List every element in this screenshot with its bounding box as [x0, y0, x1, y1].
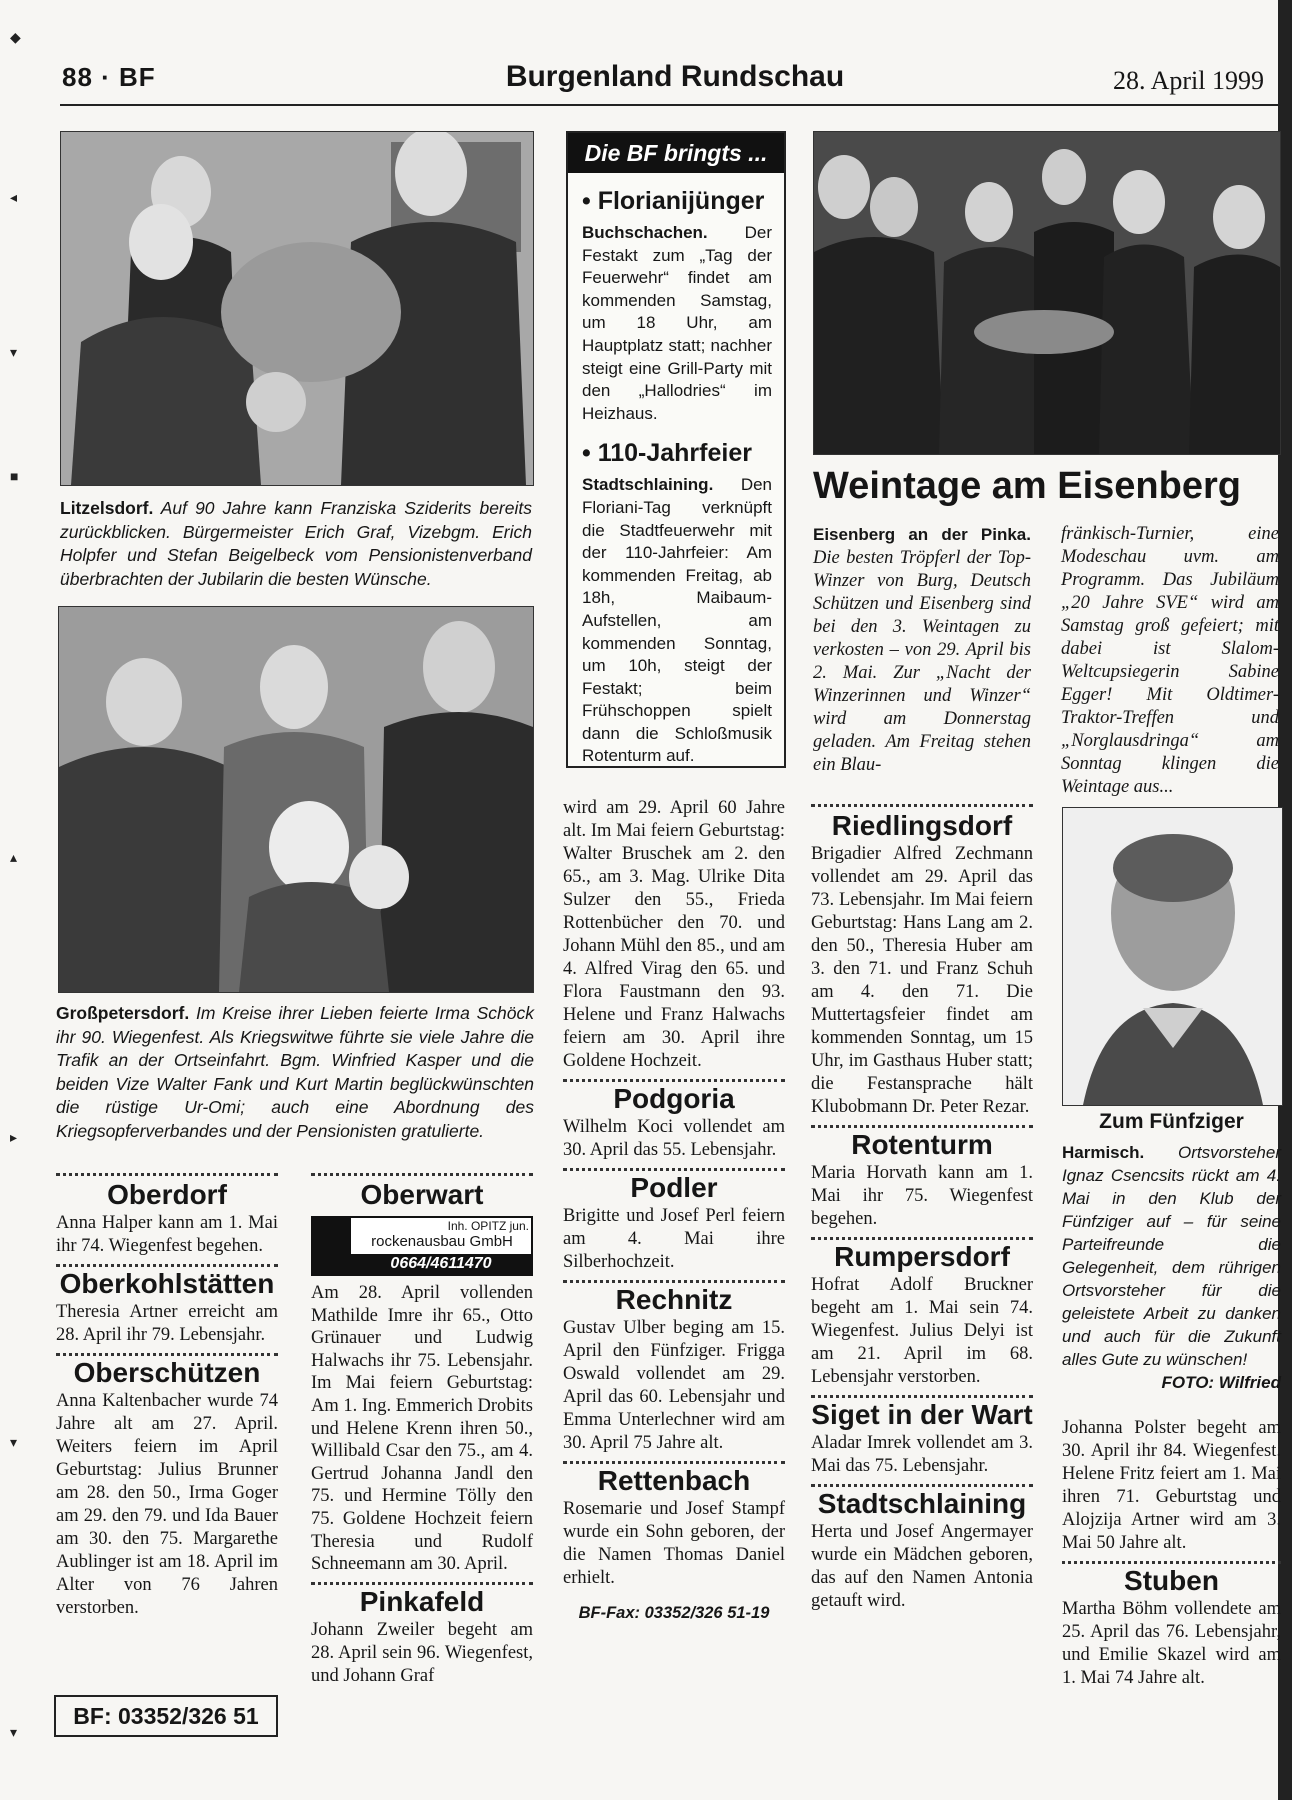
- caption-place: Großpetersdorf.: [56, 1003, 190, 1023]
- margin-mark: ▾: [10, 346, 18, 361]
- margin-mark: ◆: [10, 31, 21, 46]
- photo-figures: [814, 132, 1280, 454]
- box-item-title: • 110-Jahrfeier: [582, 439, 752, 468]
- fax-number: BF-Fax: 03352/326 51-19: [578, 1604, 770, 1622]
- column-5-lower: [1062, 1417, 1281, 1690]
- section-title-rumpersdorf: Rumpersdorf: [834, 1241, 1010, 1272]
- article-riedlingsdorf: Brigadier Alfred Zechmann vollendet am 29. April das 73. Lebensjahr. Im Mai feiern Geburtstag: Hans Lang am 2. den 50., Theresia Huber am 3. den 71. und Franz Schuh am 4. den 71. Die Muttertagsfeier findet am kommenden Sonntag, um 15 Uhr, im Gasthaus Huber statt; die Festansprache hält Klubobmann Dr. Peter Rezar.: [811, 844, 1033, 1117]
- section-title-stuben: Stuben: [1124, 1565, 1219, 1596]
- bf-bringts-box: [566, 131, 786, 768]
- box-item-title: • Florianijünger: [582, 187, 765, 215]
- article-podgoria: Wilhelm Koci vollendet am 30. April das 55. Lebensjahr.: [563, 1117, 785, 1160]
- article-rumpersdorf: Hofrat Adolf Bruckner begeht am 1. Mai sein 74. Wiegenfest. Julius Delyi ist am 21. April im 68. Lebensjahr verstorben.: [811, 1275, 1033, 1387]
- margin-mark: ▾: [10, 1726, 18, 1741]
- ad-logo: [313, 1218, 351, 1274]
- weintage-col-b: [1061, 523, 1279, 799]
- divider: [811, 804, 1033, 807]
- article-podler: Brigitte und Josef Perl feiern am 4. Mai ihre Silberhochzeit.: [563, 1206, 785, 1272]
- box-item-body: Den Floriani-Tag verknüpft die Stadtfeuerwehr mit der 110-Jahrfeier: Am kommenden Freitag, ab 18h, Maibaum-Aufstellen, am kommenden Sonntag, um 10h, steigt der Festakt; beim Frühschoppen spielt dann die Schloßmusik Rotenturm auf.: [582, 475, 772, 766]
- box-item-body: Der Festakt zum „Tag der Feuerwehr“ findet am kommenden Samstag, um 18 Uhr, am Hauptplatz statt; nachher steigt eine Grill-Party mit den „Hallodries“ im Heizhaus.: [582, 223, 772, 423]
- article-oberkohlstaetten: Theresia Artner erreicht am 28. April ihr 79. Lebensjahr.: [56, 1302, 278, 1345]
- photo-title-fuenfziger: Zum Fünfziger: [1099, 1110, 1244, 1133]
- section-title-oberkohlstaetten: Oberkohlstätten: [59, 1268, 275, 1299]
- section-title-siget: Siget in der Wart: [811, 1399, 1033, 1430]
- article-pinkafeld: Johann Zweiler begeht am 28. April sein 96. Wiegenfest, und Johann Graf: [311, 1619, 533, 1686]
- box-item-text: [568, 222, 784, 425]
- ad-company: rockenausbau GmbH: [371, 1233, 513, 1250]
- caption-grosspetersdorf: [56, 1002, 534, 1143]
- margin-mark: ■: [10, 470, 19, 485]
- photo-weintage: [813, 131, 1281, 455]
- column-2-lower: [311, 1173, 533, 1688]
- caption-harmisch: [1062, 1141, 1281, 1394]
- caption-litzelsdorf: [60, 497, 532, 591]
- column-1-lower: [56, 1173, 278, 1620]
- caption-text: Ortsvorsteher Ignaz Csencsits rückt am 4. Mai in den Klub der Fünfziger auf – für seine Parteifreunde die Gelegenheit, dem rührigen Ortsvorsteher für die geleistete Arbeit zu danken und auch für die Zukunft alles Gute zu wünschen!: [1062, 1143, 1281, 1369]
- portrait-figure: [1063, 808, 1282, 1105]
- margin-mark: ▾: [10, 1436, 18, 1451]
- box-item-place: Stadtschlaining.: [582, 475, 714, 495]
- photo-credit: FOTO: Wilfried: [1161, 1373, 1281, 1392]
- issue-date: 28. April 1999: [1113, 66, 1264, 95]
- caption-place: Litzelsdorf.: [60, 498, 154, 518]
- column-3-lower: [563, 797, 785, 1623]
- photo-litzelsdorf: [60, 131, 534, 486]
- photo-figures: [61, 132, 533, 485]
- header-rule: [60, 104, 1280, 106]
- headline-weintage: Weintage am Eisenberg: [813, 465, 1241, 507]
- phone-box: BF: 03352/326 51: [54, 1695, 278, 1737]
- section-title-stadtschlaining: Stadtschlaining: [817, 1488, 1027, 1519]
- article-oberdorf: Anna Halper kann am 1. Mai ihr 74. Wiegenfest begehen.: [56, 1213, 278, 1256]
- section-title-podler: Podler: [630, 1172, 718, 1203]
- divider: [311, 1173, 533, 1176]
- weintage-place: Eisenberg an der Pinka.: [813, 525, 1031, 544]
- article-oberwart: Am 28. April vollenden Mathilde Imre ihr 65., Otto Grünauer und Ludwig Halwachs ihr 75. Lebensjahr. Im Mai feiern Geburtstag: Am 1. Ing. Emmerich Drobits und Helene Krenn ihren 50., Willibald Csar den 75., am 4. Gertrud Johanna Jandl den 75. und Hermine Tölly den 75. Goldene Hochzeit feiern Theresia und Rudolf Schneemann am 30. April.: [311, 1283, 533, 1575]
- caption-text: Auf 90 Jahre kann Franziska Sziderits bereits zurückblicken. Bürgermeister Erich Graf, Vizebgm. Erich Holpfer und Stefan Beigelbeck vom Pensionistenverband überbrachten der Jubilarin die besten Wünsche.: [60, 498, 532, 589]
- section-title-oberwart: Oberwart: [360, 1179, 484, 1210]
- photo-grosspetersdorf: [58, 606, 534, 993]
- section-title-podgoria: Podgoria: [613, 1083, 735, 1114]
- section-title-oberschuetzen: Oberschützen: [73, 1357, 261, 1388]
- weintage-col-a: [813, 523, 1031, 777]
- photo-figures: [59, 607, 533, 992]
- article-stadtschlaining: Herta und Josef Angermayer wurde ein Mädchen geboren, das auf den Namen Antonia getauft wird.: [811, 1522, 1033, 1611]
- section-title-riedlingsdorf: Riedlingsdorf: [831, 810, 1013, 841]
- section-title-rotenturm: Rotenturm: [851, 1129, 993, 1160]
- ad-phone: 0664/4611470: [351, 1254, 531, 1274]
- column-4-lower: [811, 804, 1033, 1613]
- weintage-article-a: [813, 523, 1031, 777]
- article-harmisch-birthdays: Johanna Polster begeht am 30. April ihr 84. Wiegenfest. Helene Fritz feiert am 1. Mai ihren 71. Geburtstag und Alojzija Artner wird am 3. Mai 50 Jahre alt.: [1062, 1418, 1281, 1553]
- box-header: Die BF bringts ...: [568, 133, 784, 173]
- photo-portrait-csencsits: [1062, 807, 1283, 1106]
- section-title-rettenbach: Rettenbach: [597, 1465, 751, 1496]
- page-number: 88 · BF: [62, 62, 156, 92]
- ad-box: [311, 1216, 533, 1276]
- ad-owner: Inh. OPITZ jun.: [447, 1219, 529, 1233]
- caption-text: Im Kreise ihrer Lieben feierte Irma Schöck ihr 90. Wiegenfest. Als Kriegswitwe führte sie viele Jahre die Trafik an der Ortseinfahrt. Bgm. Winfried Kasper und die beiden Vize Walter Fank und Kurt Martin beglückwünschten die rüstige Ur-Omi; auch eine Abordnung des Kriegsopferverbandes und der Pensionisten gratulierte.: [56, 1003, 534, 1141]
- box-item-text: [568, 474, 784, 768]
- divider: [56, 1173, 278, 1176]
- margin-mark: ▴: [10, 851, 18, 866]
- article-rechnitz: Gustav Ulber beging am 15. April den Fünfziger. Frigga Oswald vollendet am 29. April das 60. Lebensjahr und Emma Unterlechner wird am 30. April 75 Jahre alt.: [563, 1318, 785, 1453]
- margin-mark: ◂: [10, 191, 18, 206]
- article-rettenbach: Rosemarie und Josef Stampf wurde ein Sohn geboren, der die Namen Thomas Daniel erhielt.: [563, 1499, 785, 1588]
- section-title-rechnitz: Rechnitz: [615, 1284, 733, 1315]
- margin-mark: ▸: [10, 1131, 18, 1146]
- weintage-text: Die besten Tröpferl der Top-Winzer von Burg, Deutsch Schützen und Eisenberg sind bei den 3. Weintagen zu verkosten – von 29. April bis 2. Mai. Zur „Nacht der Winzerinnen und Winzer“ wird am Donnerstag geladen. Am Freitag stehen ein Blau-: [813, 548, 1031, 775]
- weintage-article-b: fränkisch-Turnier, eine Modeschau uvm. am Programm. Das Jubiläum „20 Jahre SVE“ wird am Samstag groß gefeiert; mit dabei ist Slalom-Weltcupsiegerin Sabine Egger! Mit Oldtimer-Traktor-Treffen und „Norglausdringa“ am Sonntag klingen die Weintage aus...: [1061, 524, 1279, 797]
- article-rotenturm: Maria Horvath kann am 1. Mai ihr 75. Wiegenfest begehen.: [811, 1163, 1033, 1229]
- box-item-place: Buchschachen.: [582, 223, 708, 242]
- section-title-pinkafeld: Pinkafeld: [359, 1585, 485, 1617]
- caption-place: Harmisch.: [1062, 1143, 1145, 1162]
- article-continued: wird am 29. April 60 Jahre alt. Im Mai feiern Geburtstag: Walter Bruschek am 2. den 65., am 3. Mag. Ulrike Dita Sulzer den 55., Frieda Rottenbücher den 70. und Johann Mühl den 85., und am 4. Alfred Virag den 65. und Flora Faustmann den 93. Helene und Franz Halwachs feiern am 30. April ihre Goldene Hochzeit.: [563, 798, 785, 1071]
- section-title-oberdorf: Oberdorf: [107, 1179, 227, 1210]
- masthead: Burgenland Rundschau: [505, 60, 845, 93]
- article-stuben: Martha Böhm vollendete am 25. April das 76. Lebensjahr, und Emilie Skazel wird am 1. Mai 74 Jahre alt.: [1062, 1599, 1281, 1688]
- article-siget: Aladar Imrek vollendet am 3. Mai das 75. Lebensjahr.: [811, 1433, 1033, 1476]
- article-oberschuetzen: Anna Kaltenbacher wurde 74 Jahre alt am 27. April. Weiters feiern im April Geburtstag: Julius Brunner am 28. den 50., Irma Goger am 29. den 79. und Ida Bauer am 30. den 75. Margarethe Aublinger ist am 18. April im Alter von 76 Jahren verstorben.: [56, 1391, 278, 1618]
